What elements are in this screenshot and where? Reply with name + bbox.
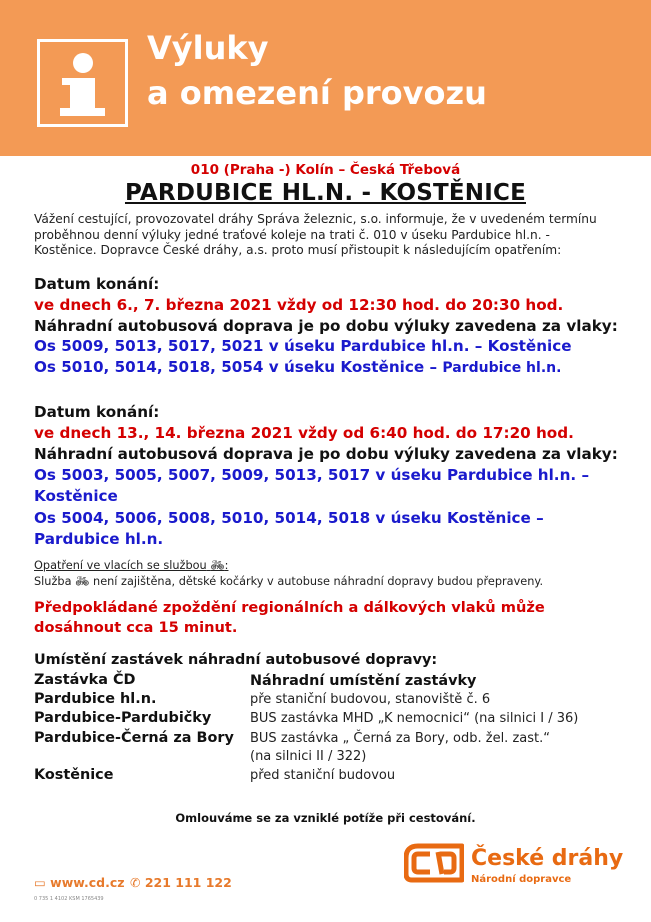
stops-col-place: Náhradní umístění zastávky xyxy=(250,673,477,689)
block2-label: Datum konání: xyxy=(34,403,160,421)
intro-paragraph: Vážení cestující, provozovatel dráhy Správa železnic, s.o. informuje, že v uvedeném termínu proběhnou denní výluky jedné traťové koleje na trati č. 010 v úseku Pardubice hl.n. - Kostěnice. Dopravce České dráhy, a.s. proto musí přistoupit k následujícím opatřením: xyxy=(34,212,597,257)
block2-line2: Os 5004, 5006, 5008, 5010, 5014, 5018 v úseku Kostěnice – xyxy=(34,509,544,527)
stop-place-cont: (na silnici II / 322) xyxy=(250,749,367,764)
stop-place: pře staniční budovou, stanoviště č. 6 xyxy=(250,692,491,707)
block2-date: ve dnech 13., 14. března 2021 vždy od 6:40 hod. do 17:20 hod. xyxy=(34,424,574,442)
brand-name: České dráhy xyxy=(471,846,624,871)
stops-col-station: Zastávka ČD xyxy=(34,672,136,688)
stop-place: BUS zastávka „ Černá za Bory, odb. žel. zast.“ xyxy=(250,731,550,746)
route-line: 010 (Praha -) Kolín – Česká Třebová xyxy=(190,162,461,178)
footer-phone-text: 221 111 122 xyxy=(144,875,232,890)
bike-note-text-a: Služba xyxy=(34,575,72,588)
stop-station: Pardubice hl.n. xyxy=(34,691,157,707)
bicycle-icon: 🚲︎ xyxy=(210,559,225,572)
bike-note-title: Opatření ve vlacích se službou 🚲︎: xyxy=(34,559,229,572)
block2-line1 xyxy=(34,466,616,484)
block2-note: Náhradní autobusová doprava je po dobu výluky zavedena za vlaky: xyxy=(34,445,618,463)
stop-station: Kostěnice xyxy=(34,767,114,783)
footer-code: 0 735 1 4102 KSM 1765439 xyxy=(34,896,104,902)
block1-date: ve dnech 6., 7. března 2021 vždy od 12:30 hod. do 20:30 hod. xyxy=(34,296,564,314)
delay-warning: Předpokládané zpoždění regionálních a dálkových vlaků může dosáhnout cca 15 minut. xyxy=(34,599,545,636)
stop-station: Pardubice-Černá za Bory xyxy=(34,730,234,746)
block2-line1-cont: Kostěnice xyxy=(34,487,118,505)
web-icon: ▭ xyxy=(34,875,46,890)
page-heading: PARDUBICE HL.N. - KOSTĚNICE xyxy=(124,180,526,206)
footer-website xyxy=(34,875,125,890)
apology-text: Omlouváme se za vzniklé potíže při cestování. xyxy=(175,811,476,825)
header-banner xyxy=(0,0,651,156)
stop-place: před staniční budovou xyxy=(250,768,396,783)
block1-line2-part-b: Pardubice hl.n. xyxy=(442,360,562,376)
banner-title-line1: Výluky xyxy=(147,29,269,67)
info-icon xyxy=(37,39,128,127)
cd-logo-icon xyxy=(404,842,464,884)
block1-line1: Os 5009, 5013, 5017, 5021 v úseku Pardubice hl.n. – Kostěnice xyxy=(34,337,572,355)
banner-title-line2: a omezení provozu xyxy=(147,74,487,112)
stop-place: BUS zastávka MHD „K nemocnici“ (na silnici I / 36) xyxy=(250,711,579,726)
block1-label: Datum konání: xyxy=(34,275,160,293)
block1-line2 xyxy=(34,358,561,376)
block2-line1-text: Os 5003, 5005, 5007, 5009, 5013, 5017 v úseku Pardubice hl.n. – xyxy=(34,466,590,484)
block1-line2-part-a: Os 5010, 5014, 5018, 5054 v úseku Kostěnice – xyxy=(34,358,443,376)
block1-note: Náhradní autobusová doprava je po dobu výluky zavedena za vlaky: xyxy=(34,317,618,335)
stops-title: Umístění zastávek náhradní autobusové dopravy: xyxy=(34,652,438,668)
bike-note-text-b: není zajištěna, dětské kočárky v autobuse náhradní dopravy budou přepraveny. xyxy=(93,575,544,588)
footer-phone xyxy=(130,875,232,890)
bicycle-icon: 🚲︎ xyxy=(75,575,90,588)
brand-tagline: Národní dopravce xyxy=(471,874,572,885)
phone-icon: ✆ xyxy=(130,875,141,890)
bike-note-title-text: Opatření ve vlacích se službou xyxy=(34,559,207,572)
banner-title xyxy=(147,26,487,116)
footer-website-text: www.cd.cz xyxy=(50,875,125,890)
block2-line2-cont: Pardubice hl.n. xyxy=(34,530,164,548)
bike-note-text xyxy=(34,575,543,588)
stop-station: Pardubice-Pardubičky xyxy=(34,710,212,726)
